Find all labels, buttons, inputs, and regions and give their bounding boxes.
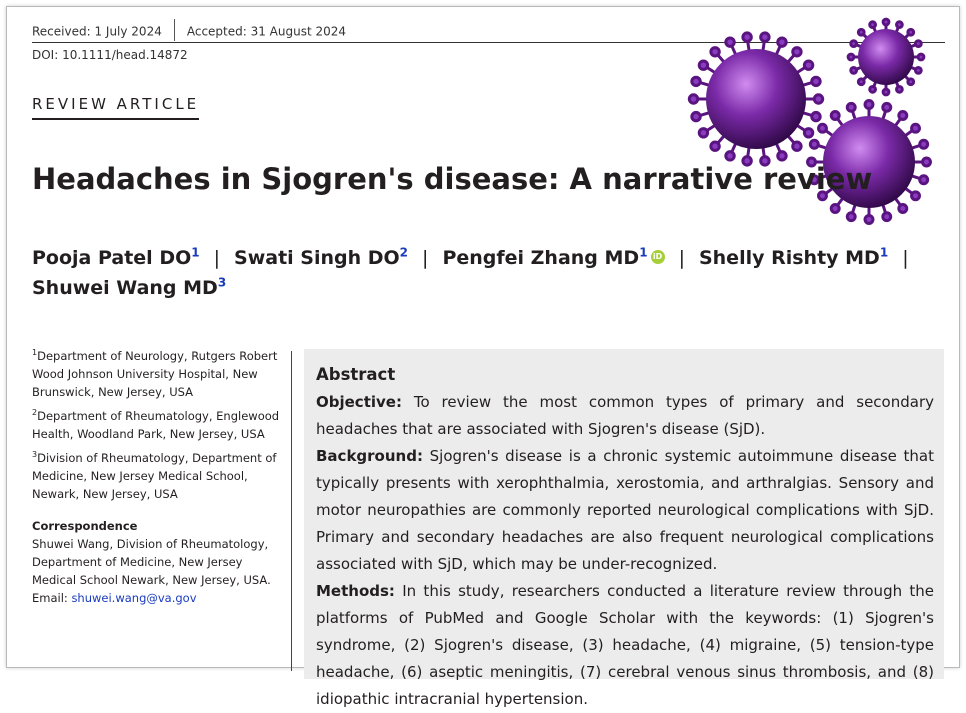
affiliation-1: $^1$Department of Neurology, Rutgers Robert Wood Johnson University Hospital, New Brunswick, New Jersey, USA: [32, 348, 278, 399]
author-2[interactable]: Swati Singh $DO^2$: [234, 245, 409, 269]
affiliation-3: $^3$Division of Rheumatology, Department of Medicine, New Jersey Medical School, Newark, New Jersey, USA: [32, 450, 277, 501]
abstract-box: [304, 349, 944, 708]
abstract-objective: Objective: To review the most common types of primary and secondary headaches that are associated with Sjogren's disease (SjD).: [316, 393, 934, 438]
affiliation-2: $^2$Department of Rheumatology, Englewood Health, Woodland Park, New Jersey, USA: [32, 408, 280, 441]
accepted-date: Accepted: 31 August 2024: [186, 24, 347, 39]
affiliation-ref[interactable]: 1: [191, 245, 200, 260]
affiliation-ref[interactable]: 1: [639, 245, 648, 260]
author-1[interactable]: Pooja Patel $DO^1$: [32, 245, 200, 269]
doi: DOI: 10.1111/head.14872: [32, 48, 188, 62]
correspondence-text: Shuwei Wang, Division of Rheumatology, Department of Medicine, New Jersey Medical School Newark, New Jersey, USA. Email: shuwei.wang@va.gov: [32, 537, 271, 605]
virus-illustration: [659, 7, 959, 247]
author-4[interactable]: Shelly Rishty $MD^1$: [698, 245, 889, 269]
abstract-heading: Abstract: [316, 365, 396, 384]
affiliation-ref[interactable]: 1: [879, 245, 889, 260]
date-divider: [174, 19, 175, 41]
abstract-methods: Methods: In this study, researchers conducted a literature review through the platforms of PubMed and Google Scholar with the keywords: (1) Sjogren's syndrome, (2) Sjogren's disease, (3) headache, (4) migraine, (5) tension-type headache, (6) aseptic meningitis, (7) cerebral venous sinus thrombosis, and (8) idiopathic intracranial hypertension.: [316, 582, 934, 708]
correspondence-heading: Correspondence: [32, 519, 138, 533]
received-date: Received: 1 July 2024: [32, 24, 162, 39]
article-page: [6, 6, 960, 708]
affiliations-column: [32, 347, 282, 607]
affiliation-ref[interactable]: 3: [217, 275, 227, 290]
abstract-background: Background: Sjogren's disease is a chronic systemic autoimmune disease that typically presents with xerophthalmia, xerostomia, and arthralgias. Sensory and motor neuropathies are commonly reported neurological complications with SjD. Primary and secondary headaches are also frequent neurological complications associated with SjD, which may be under-recognized.: [316, 447, 934, 573]
affiliation-ref[interactable]: 2: [399, 245, 409, 260]
dates-line: [32, 21, 346, 43]
author-3[interactable]: Pengfei Zhang $MD^1$ iD: [442, 247, 664, 269]
column-divider: [291, 351, 292, 671]
article-type-label: REVIEW ARTICLE: [32, 95, 199, 120]
orcid-icon[interactable]: iD: [651, 250, 665, 264]
author-5[interactable]: Shuwei Wang $MD^3$: [32, 275, 227, 299]
author-list: Pooja Patel $DO^1$ | Swati Singh $DO^2$ | Pengfei Zhang $MD^1$ iD | Shelly Rishty $MD^1$ | Shuwei Wang $MD^3$: [32, 245, 909, 299]
email-link[interactable]: shuwei.wang@va.gov: [71, 591, 197, 605]
article-title: Headaches in Sjogren's disease: A narrative review: [32, 162, 873, 196]
